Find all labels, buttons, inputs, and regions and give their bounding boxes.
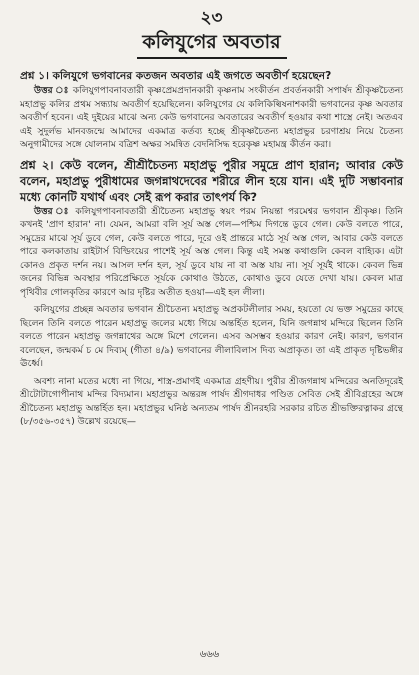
paragraph-3: কলিযুগের প্রচ্ছন্ন অবতার ভগবান শ্রীচৈতন্য মহাপ্রভু অপ্রকটলীলার সময়, হয়তো যে ভক্ত সমুদ্রের কাছে ছিলেন তিনি বলতে পারেন মহাপ্রভু জলের মধ্যে গিয়ে অন্তর্হিত হলেন, যিনি জগন্নাথ মন্দিরে ছিলেন তিনি বলতে পারেন মহাপ্রভু জগন্নাথের অঙ্গে মিশে গেলেন। এসব অসম্ভব হওয়ার কারণ নেই। কারণ, ভগবান বলেছেন, জন্মকর্ম চ মে দিব্যম্ (গীতা ৪/৯) ভগবানের লীলাবিলাস দিব্য অপ্রাকৃত। তা এই প্রাকৃত দৃষ্টিভঙ্গীর ঊর্ধ্বে। [20, 305, 403, 369]
paragraph-4: অবশ্য নানা মতের মধ্যে না গিয়ে, শাস্ত্র-প্রমাণই একমাত্র গ্রহণীয়। পুরীর শ্রীজগন্নাথ মন্দিরের অনতিদূরেই শ্রীটোটাগোপীনাথ মন্দির বিদ্যমান। মহাপ্রভুর অন্তরঙ্গ পার্ষদ শ্রীগদাধর পণ্ডিত সেবিত সেই শ্রীবিগ্রহের অঙ্গে শ্রীচৈতন্য মহাপ্রভু অন্তর্হিত হন। মহাপ্রভুর ঘনিষ্ঠ অন্যতম পার্ষদ শ্রীনরহরি সরকার রচিত শ্রীভক্তিরত্নাকর গ্রন্থে (৮/৩৫৬-৩৫৭) উল্লেখ রয়েছে— [20, 376, 403, 427]
question-2-block [20, 157, 403, 301]
answer-1-label: উত্তর ঃ [34, 86, 70, 96]
question-2: প্রশ্ন ২। কেউ বলেন, শ্রীশ্রীচৈতন্য মহাপ্রভু পুরীর সমুদ্রে প্রাণ হারান; আবার কেউ বলেন, মহাপ্রভু পুরীধামের জগন্নাথদেবের শরীরে লীন হয়ে যান। এই দুটি সম্ভাবনার মধ্যে কোনটি যথার্থ এবং সেই রূপ করার তাৎপর্য কি? [20, 157, 403, 204]
answer-1 [20, 85, 403, 153]
question-1-block [20, 69, 403, 153]
chapter-title: কলিযুগের অবতার [142, 31, 281, 53]
chapter-number: ২৩ [200, 8, 223, 28]
answer-1-text: কলিযুগপাবনাবতারী কৃষ্ণপ্রেমপ্রদানকারী কৃষ্ণনাম সংকীর্তন প্রবর্তনকারী সপার্ষদ শ্রীকৃষ্ণচৈতন্য মহাপ্রভু কলির প্রথম সন্ধ্যায় অবতীর্ণ হয়েছিলেন। কলিযুগের যে কলিকিল্বিষনাশকারী ভগবানের কৃষ্ণ অবতার অবতীর্ণ হবেন। এই দুইয়ের মাঝে অন্য কেউ ভগবানের অবতারের অবতীর্ণ হওয়ার কথা শাস্ত্রে নেই। অতএব এই সুদুর্লভ মানবজন্মে আমাদের একমাত্র কর্তব্য হচ্ছে শ্রীকৃষ্ণচৈতন্য মহাপ্রভুর চরণাশ্রয় নিয়ে চৈতন্য অনুগামীদের সঙ্গে যোলনাম বত্রিশ অক্ষর সমন্বিত বেদনিসিদ্ধ হরেকৃষ্ণ মহামন্ত্র কীর্তন করা। [20, 86, 403, 150]
question-1: প্রশ্ন ১। কলিযুগে ভগবানের কতজন অবতার এই জগতে অবতীর্ণ হয়েছেন? [20, 70, 332, 82]
answer-2 [20, 206, 403, 301]
title-underline [137, 57, 287, 59]
page-number: ৬৬৬ [199, 649, 220, 660]
answer-2-label: উত্তর ঃ [34, 206, 71, 217]
answer-2-text: কলিযুগপাবনাবতারী শ্রীচৈতন্য মহাপ্রভু স্বয়ং পরম নিয়ন্তা পরমেশ্বর ভগবান শ্রীকৃষ্ণ। তিনি কখনই 'প্রাণ হারান' না। যেমন, আমরা বলি সূর্য অস্ত গেল—পশ্চিম দিগন্তে ডুবে গেল। কেউ বলতে পারে, সমুদ্রের মাঝে সূর্য ডুবে গেল, কেউ বলতে পারে, দূরে ওই প্রান্তরে মাঠে সূর্য অস্ত গেল, আবার কেউ বলতে পারে কলকাতায় রাইটার্স বিল্ডিংয়ের পাশেই সূর্য অস্ত গেল। কিন্তু এই সমস্ত কথাগুলি কেবল বাহ্যিক। এটা কোনও প্রকৃত দর্শন নয়। আসল দর্শন হল, সূর্য ডুবে যায় না বা অস্ত যায় না। সূর্য সূর্যই থাকে। কেবল ভিন্ন জনের বিভিন্ন অবস্থার পরিপ্রেক্ষিতে সূর্যকে কোথাও উঠতে, কোথাও ডুবে যেতে দেখা যায়। কেবল মাত্র পৃথিবীর গোলকৃতির কারণে আর দৃষ্টির অতীত হওয়া—এই হল লীলা। [20, 206, 403, 298]
